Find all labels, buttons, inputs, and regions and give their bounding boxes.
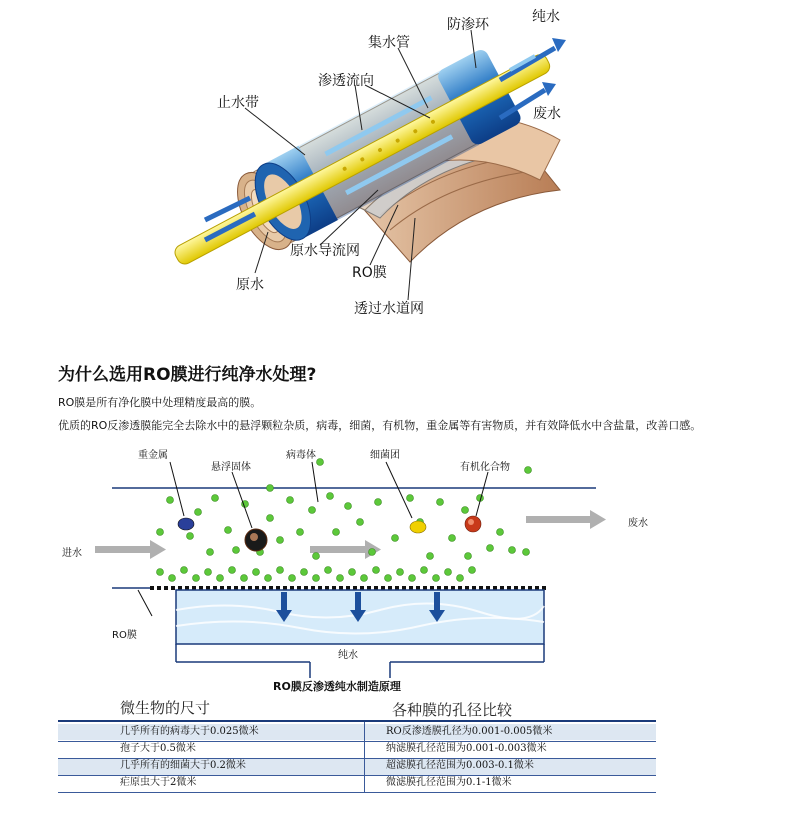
section-heading: 为什么选用RO膜进行纯净水处理? — [58, 365, 317, 385]
label-suspended-solids: 悬浮固体 — [211, 462, 251, 473]
label-waste: 废水 — [628, 518, 648, 529]
table-column-divider — [364, 722, 365, 792]
label-water-seal: 止水带 — [217, 95, 259, 111]
label-permeate-flow: 渗透流向 — [318, 73, 374, 89]
ro-principle-diagram — [0, 440, 790, 680]
label-ro-membrane-small: RO膜 — [112, 630, 137, 641]
label-collection-tube: 集水管 — [368, 35, 410, 51]
table-bottom-rule — [58, 792, 656, 793]
label-heavy-metal: 重金属 — [138, 450, 168, 461]
label-feed-spacer: 原水导流网 — [290, 243, 360, 259]
label-pure-water-outlet: 纯水 — [338, 650, 358, 661]
paragraph-1: RO膜是所有净化膜中处理精度最高的膜。 — [58, 396, 262, 409]
table-header-right: 各种膜的孔径比较 — [392, 701, 513, 719]
label-ro-membrane: RO膜 — [352, 265, 387, 281]
table-cell-right: 微滤膜孔径范围为0.1-1微米 — [386, 777, 512, 788]
table-cell-right: RO反渗透膜孔径为0.001-0.005微米 — [386, 726, 553, 737]
table-cell-left: 疟原虫大于2微米 — [120, 777, 197, 788]
label-virus: 病毒体 — [286, 450, 316, 461]
label-bacteria: 细菌团 — [370, 450, 400, 461]
ro-diagram-title: RO膜反渗透纯水制造原理 — [273, 680, 401, 693]
label-raw-water: 原水 — [236, 277, 264, 293]
table-cell-left: 几乎所有的病毒大于0.025微米 — [120, 726, 259, 737]
paragraph-2: 优质的RO反渗透膜能完全去除水中的悬浮颗粒杂质，病毒，细菌，有机物，重金属等有害物质，并有效降低水中含盐量，改善口感。 — [58, 419, 702, 432]
table-cell-left: 孢子大于0.5微米 — [120, 743, 196, 754]
featured-contaminants — [178, 516, 481, 551]
table-header-left: 微生物的尺寸 — [120, 699, 211, 717]
table-top-rule — [58, 720, 656, 722]
label-waste-water: 废水 — [533, 106, 561, 122]
label-pure-water: 纯水 — [532, 9, 560, 25]
label-permeate-channel: 透过水道网 — [354, 301, 424, 317]
table-cell-right: 纳滤膜孔径范围为0.001-0.003微米 — [386, 743, 547, 754]
label-inflow: 进水 — [62, 548, 82, 559]
table-cell-right: 超滤膜孔径范围为0.003-0.1微米 — [386, 760, 534, 771]
label-organics: 有机化合物 — [460, 462, 510, 473]
table-cell-left: 几乎所有的细菌大于0.2微米 — [120, 760, 246, 771]
label-anti-seep-ring: 防渗环 — [447, 17, 489, 33]
